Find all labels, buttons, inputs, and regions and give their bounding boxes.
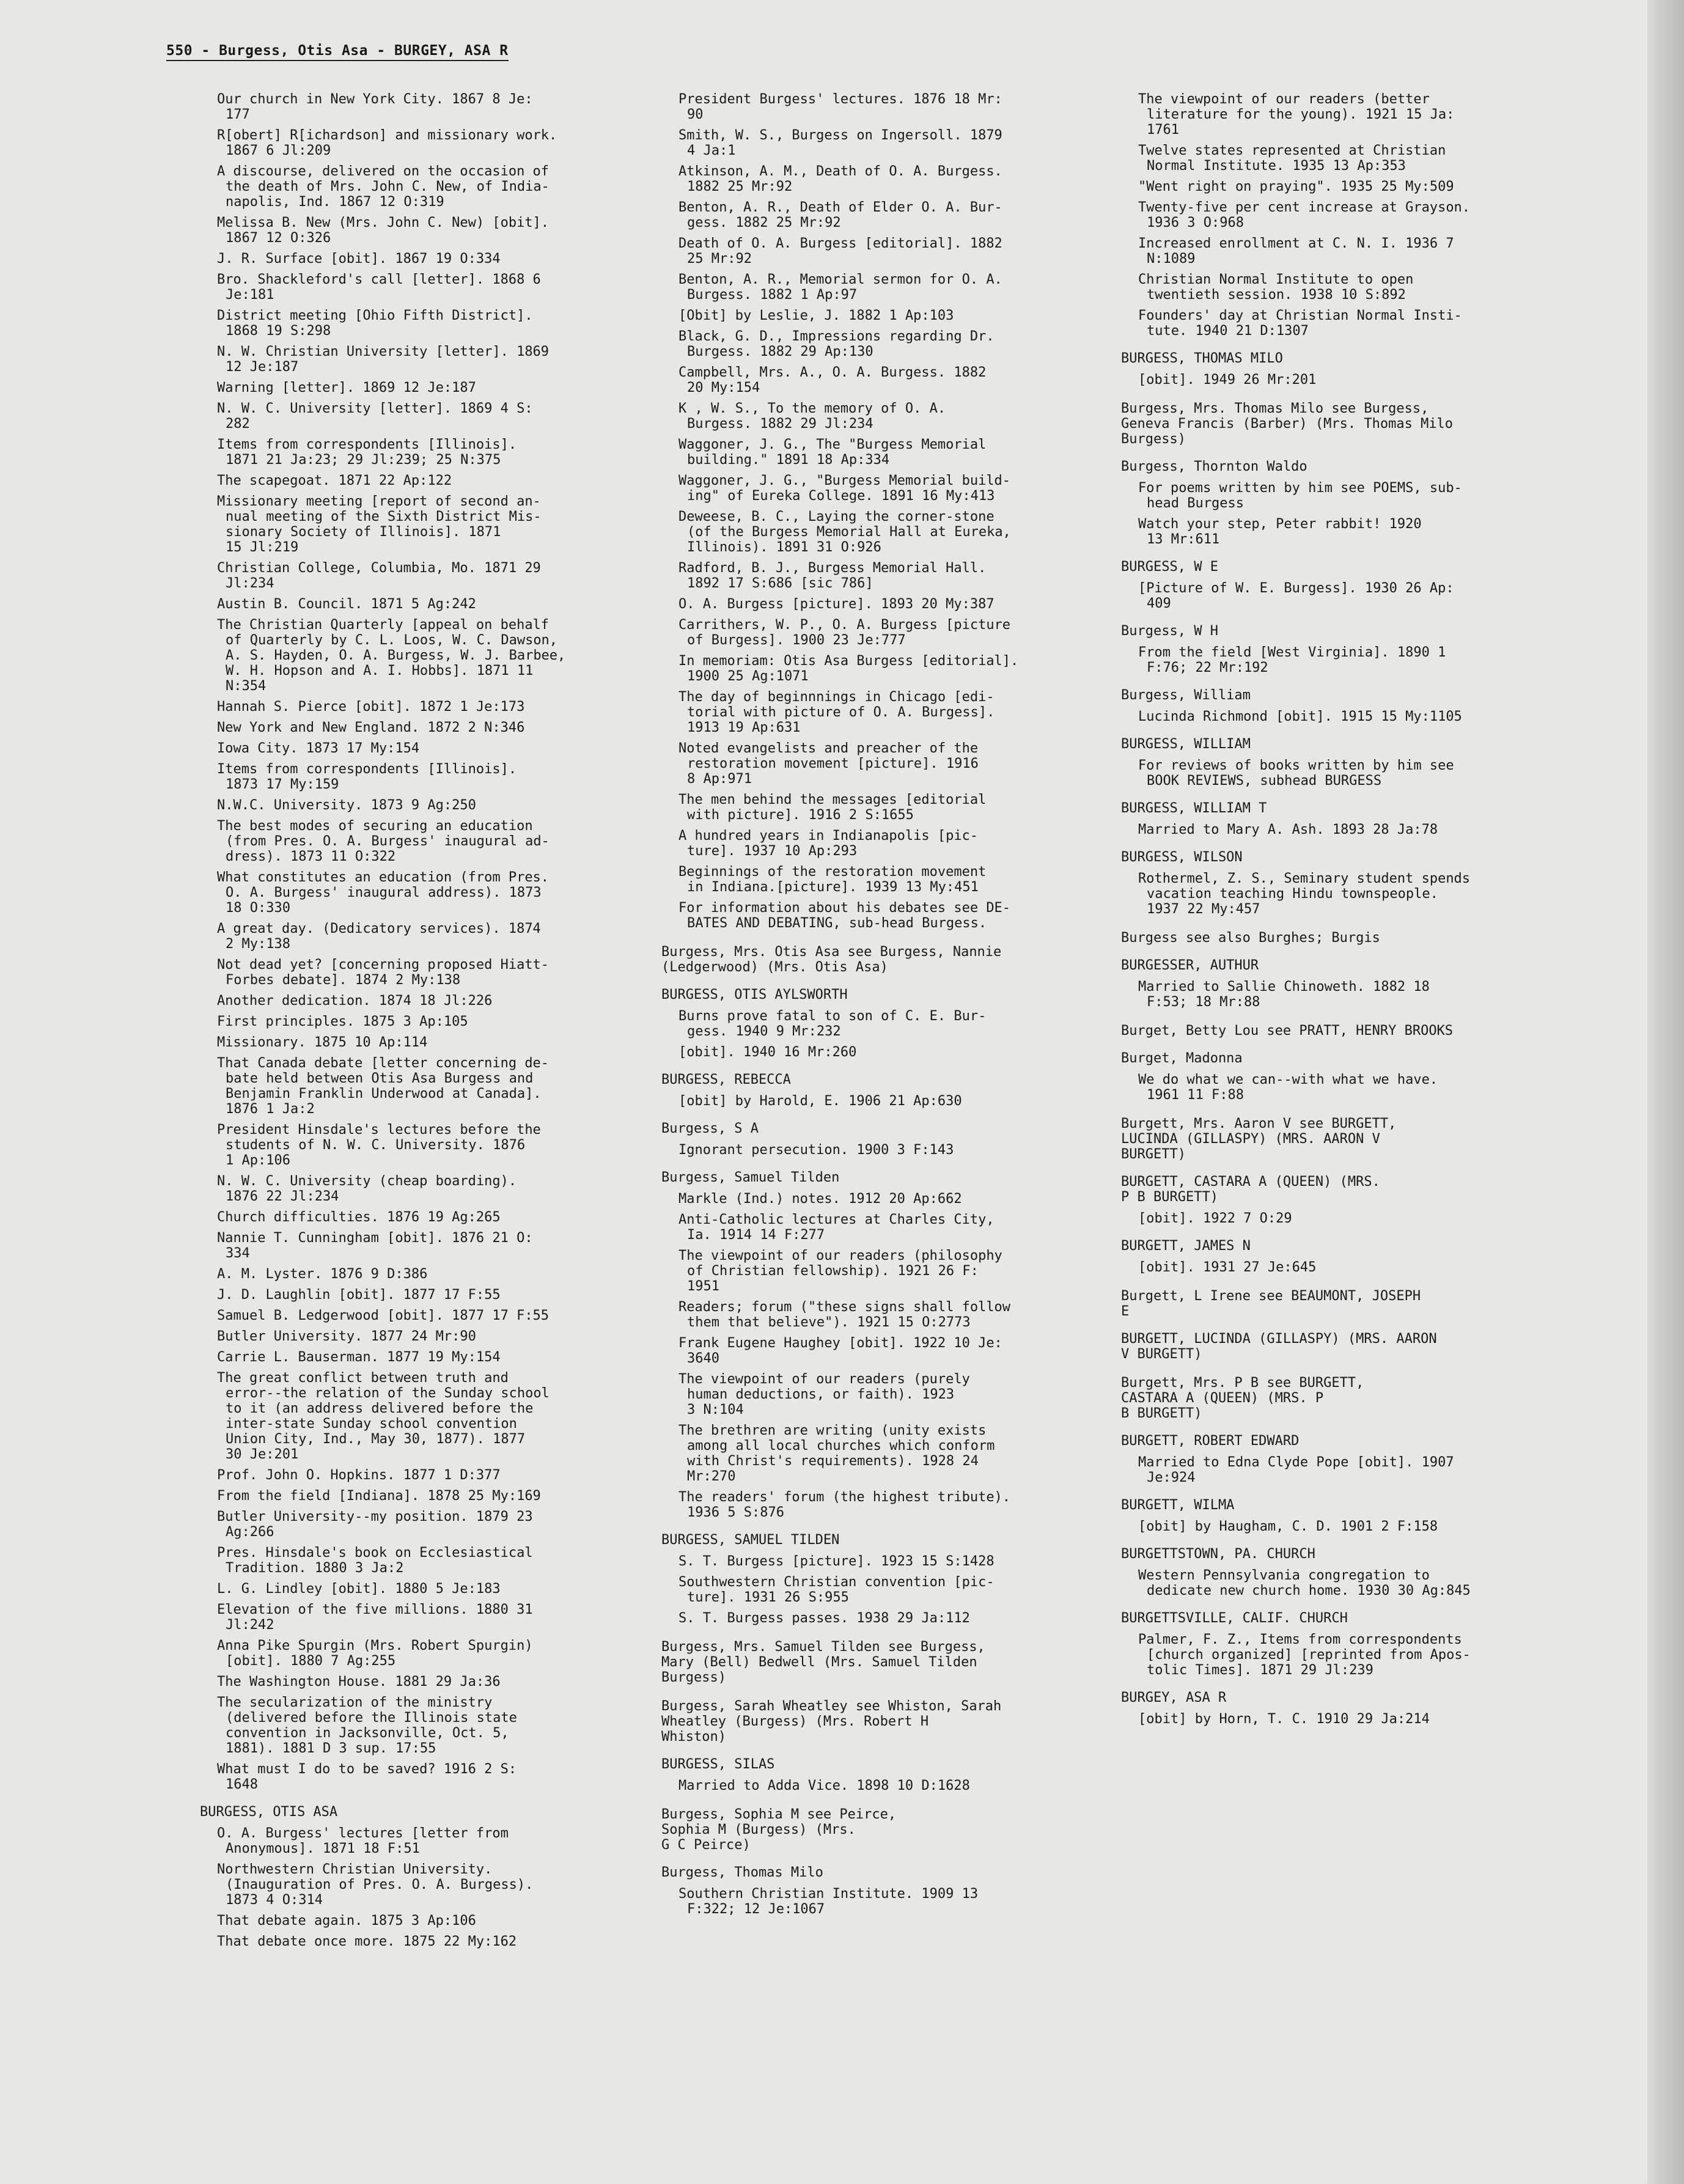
index-heading: Burgess, S A — [661, 1121, 759, 1136]
index-entry: N. W. C. University (cheap boarding). 1876 22 Jl:234 — [217, 1174, 517, 1204]
index-entry: Anti-Catholic lectures at Charles City, Ia. 1914 14 F:277 — [678, 1212, 995, 1243]
index-entry: Married to Adda Vice. 1898 10 D:1628 — [678, 1778, 970, 1793]
index-entry: O. A. Burgess' lectures [letter from Anonymous]. 1871 18 F:51 — [217, 1826, 509, 1856]
cross-reference: Burgess, Mrs. Otis Asa see Burgess, Nannie (Ledgerwood) (Mrs. Otis Asa) — [661, 944, 1002, 975]
index-heading: BURGESS, WILLIAM T — [1121, 801, 1267, 816]
column-3 — [1121, 92, 1578, 1732]
index-heading: BURGESS, THOMAS MILO — [1121, 351, 1283, 366]
index-heading: Burgess, William — [1121, 688, 1251, 703]
cross-reference: Burgett, L Irene see BEAUMONT, JOSEPH E — [1121, 1289, 1421, 1319]
index-entry: Readers; forum ("these signs shall follow them that believe"). 1921 15 O:2773 — [678, 1300, 1011, 1330]
index-entry: New York and New England. 1872 2 N:346 — [217, 720, 525, 735]
index-entry: The secularization of the ministry (delivered before the Illinois state convention in Jacksonville, Oct. 5, 1881). 1881 D 3 sup. 17:55 — [217, 1695, 517, 1756]
index-entry: [obit]. 1922 7 O:29 — [1138, 1211, 1292, 1226]
index-entry: Twenty-five per cent increase at Grayson. 1936 3 O:968 — [1138, 200, 1471, 230]
index-heading: BURGESSER, AUTHUR — [1121, 958, 1259, 973]
index-heading: BURGESS, WILLIAM — [1121, 737, 1251, 752]
index-entry: Waggoner, J. G., The "Burgess Memorial building." 1891 18 Ap:334 — [678, 437, 987, 468]
index-entry: Twelve states represented at Christian Normal Institute. 1935 13 Ap:353 — [1138, 143, 1446, 174]
index-entry: The best modes of securing an education (from Pres. O. A. Burgess' inaugural ad- dress). 1873 11 O:322 — [217, 818, 550, 864]
cross-reference: Burgett, Mrs. Aaron V see BURGETT, LUCINDA (GILLASPY) (MRS. AARON V BURGETT) — [1121, 1116, 1397, 1162]
index-entry: Campbell, Mrs. A., O. A. Burgess. 1882 20 My:154 — [678, 365, 987, 395]
index-entry: "Went right on praying". 1935 25 My:509 — [1138, 179, 1454, 194]
cross-reference: Burget, Betty Lou see PRATT, HENRY BROOKS — [1121, 1023, 1454, 1039]
index-entry: R[obert] R[ichardson] and missionary work. 1867 6 Jl:209 — [217, 128, 557, 158]
index-entry: [obit] by Horn, T. C. 1910 29 Ja:214 — [1138, 1712, 1430, 1727]
index-entry: Items from correspondents [Illinois]. 1873 17 My:159 — [217, 762, 517, 792]
index-entry: Carrithers, W. P., O. A. Burgess [picture of Burgess]. 1900 23 Je:777 — [678, 617, 1011, 648]
index-entry: For reviews of books written by him see BOOK REVIEWS, subhead BURGESS — [1138, 758, 1454, 789]
index-entry: Not dead yet? [concerning proposed Hiatt- Forbes debate]. 1874 2 My:138 — [217, 957, 550, 988]
index-entry: Melissa B. New (Mrs. John C. New) [obit]. 1867 12 O:326 — [217, 215, 550, 246]
index-entry: The men behind the messages [editorial with picture]. 1916 2 S:1655 — [678, 792, 987, 823]
index-entry: That debate again. 1875 3 Ap:106 — [217, 1913, 476, 1928]
index-entry: A. M. Lyster. 1876 9 D:386 — [217, 1267, 428, 1282]
index-entry: That debate once more. 1875 22 My:162 — [217, 1934, 517, 1949]
index-entry: Missionary. 1875 10 Ap:114 — [217, 1035, 428, 1050]
index-entry: Anna Pike Spurgin (Mrs. Robert Spurgin) [obit]. 1880 7 Ag:255 — [217, 1638, 533, 1669]
index-entry: Warning [letter]. 1869 12 Je:187 — [217, 380, 476, 395]
index-entry: Western Pennsylvania congregation to dedicate new church home. 1930 30 Ag:845 — [1138, 1568, 1471, 1598]
index-entry: First principles. 1875 3 Ap:105 — [217, 1014, 468, 1029]
index-entry: Black, G. D., Impressions regarding Dr. Burgess. 1882 29 Ap:130 — [678, 329, 995, 359]
cross-reference: Burgess, Sarah Wheatley see Whiston, Sarah Wheatley (Burgess) (Mrs. Robert H Whiston) — [661, 1699, 1002, 1745]
index-entry: Our church in New York City. 1867 8 Je: 177 — [217, 92, 533, 122]
index-heading: BURGETT, WILMA — [1121, 1498, 1235, 1513]
index-heading: Burget, Madonna — [1121, 1051, 1243, 1066]
index-heading: BURGETT, JAMES N — [1121, 1238, 1251, 1254]
index-entry: Markle (Ind.) notes. 1912 20 Ap:662 — [678, 1191, 962, 1207]
index-entry: The viewpoint of our readers (purely human deductions, or faith). 1923 3 N:104 — [678, 1372, 970, 1417]
index-entry: Another dedication. 1874 18 Jl:226 — [217, 993, 493, 1009]
cross-reference: Burgess, Sophia M see Peirce, Sophia M (Burgess) (Mrs. G C Peirce) — [661, 1807, 897, 1853]
index-entry: [obit] by Haugham, C. D. 1901 2 F:158 — [1138, 1519, 1438, 1534]
index-heading: BURGEY, ASA R — [1121, 1690, 1227, 1705]
index-entry: From the field [West Virginia]. 1890 1 F:76; 22 Mr:192 — [1138, 645, 1446, 675]
index-entry: Missionary meeting [report of second an- nual meeting of the Sixth District Mis- sionary Society of Illinois]. 1871 15 Jl:219 — [217, 494, 542, 555]
index-heading: BURGESS, W E — [1121, 559, 1218, 575]
index-entry: The brethren are writing (unity exists among all local churches which conform with Christ's requirements). 1928 24 Mr:270 — [678, 1423, 995, 1484]
index-entry: Christian College, Columbia, Mo. 1871 29 Jl:234 — [217, 561, 541, 591]
index-entry: [Obit] by Leslie, J. 1882 1 Ap:103 — [678, 308, 954, 323]
index-entry: In memoriam: Otis Asa Burgess [editorial]. 1900 25 Ag:1071 — [678, 653, 1019, 684]
index-heading: BURGETTSVILLE, CALIF. CHURCH — [1121, 1611, 1348, 1626]
index-entry: Christian Normal Institute to open twentieth session. 1938 10 S:892 — [1138, 272, 1414, 303]
column-1 — [200, 92, 645, 1955]
index-entry: The day of beginnnings in Chicago [edi- torial with picture of O. A. Burgess]. 1913 19 Ap:631 — [678, 689, 995, 735]
index-entry: A hundred years in Indianapolis [pic- ture]. 1937 10 Ap:293 — [678, 828, 979, 859]
cross-reference: Burgess, Mrs. Samuel Tilden see Burgess, Mary (Bell) Bedwell (Mrs. Samuel Tilden Burgess) — [661, 1639, 985, 1685]
index-entry: N. W. C. University [letter]. 1869 4 S: 282 — [217, 401, 533, 432]
index-entry: President Hinsdale's lectures before the students of N. W. C. University. 1876 1 Ap:106 — [217, 1122, 541, 1168]
index-entry: Married to Sallie Chinoweth. 1882 18 F:53; 18 Mr:88 — [1138, 979, 1430, 1010]
index-entry: From the field [Indiana]. 1878 25 My:169 — [217, 1488, 541, 1504]
index-entry: Ignorant persecution. 1900 3 F:143 — [678, 1142, 954, 1158]
index-entry: S. T. Burgess passes. 1938 29 Ja:112 — [678, 1611, 970, 1626]
index-heading: BURGESS, REBECCA — [661, 1072, 791, 1087]
index-entry: N.W.C. University. 1873 9 Ag:250 — [217, 798, 476, 813]
index-heading: BURGETTSTOWN, PA. CHURCH — [1121, 1546, 1315, 1562]
index-entry: Deweese, B. C., Laying the corner-stone (of the Burgess Memorial Hall at Eureka, Illinois). 1891 31 O:926 — [678, 509, 1011, 555]
cross-reference: Burgett, Mrs. P B see BURGETT, CASTARA A (QUEEN) (MRS. P B BURGETT) — [1121, 1375, 1364, 1421]
index-entry: A discourse, delivered on the occasion of the death of Mrs. John C. New, of India- napolis, Ind. 1867 12 O:319 — [217, 164, 550, 210]
index-entry: The viewpoint of our readers (better literature for the young). 1921 15 Ja: 1761 — [1138, 92, 1455, 138]
index-entry: Elevation of the five millions. 1880 31 Jl:242 — [217, 1602, 533, 1633]
page-edge-shadow — [1647, 0, 1684, 2184]
index-heading: BURGETT, CASTARA A (QUEEN) (MRS. P B BURGETT) — [1121, 1174, 1380, 1205]
index-entry: Atkinson, A. M., Death of O. A. Burgess. 1882 25 Mr:92 — [678, 164, 1002, 194]
index-heading: BURGETT, ROBERT EDWARD — [1121, 1433, 1300, 1449]
index-entry: Items from correspondents [Illinois]. 1871 21 Ja:23; 29 Jl:239; 25 N:375 — [217, 437, 517, 468]
index-entry: We do what we can--with what we have. 1961 11 F:88 — [1138, 1072, 1438, 1103]
index-heading: BURGESS, OTIS ASA — [200, 1804, 338, 1820]
index-entry: Death of O. A. Burgess [editorial]. 1882 25 Mr:92 — [678, 236, 1002, 267]
column-2 — [661, 92, 1100, 1922]
index-entry: Prof. John O. Hopkins. 1877 1 D:377 — [217, 1468, 501, 1483]
index-entry: Watch your step, Peter rabbit! 1920 13 Mr:611 — [1138, 517, 1422, 547]
index-heading: BURGESS, SILAS — [661, 1757, 775, 1772]
index-entry: Founders' day at Christian Normal Insti- tute. 1940 21 D:1307 — [1138, 308, 1462, 339]
index-entry: Austin B. Council. 1871 5 Ag:242 — [217, 597, 476, 612]
index-entry: [obit]. 1931 27 Je:645 — [1138, 1260, 1317, 1275]
index-entry: [obit]. 1940 16 Mr:260 — [678, 1045, 857, 1060]
cross-reference: Burgess, Mrs. Thomas Milo see Burgess, Geneva Francis (Barber) (Mrs. Thomas Milo Burgess) — [1121, 401, 1454, 447]
index-heading: Burgess, Thornton Waldo — [1121, 459, 1307, 474]
index-heading: BURGETT, LUCINDA (GILLASPY) (MRS. AARON V BURGETT) — [1121, 1331, 1437, 1362]
index-entry: A great day. (Dedicatory services). 1874 2 My:138 — [217, 921, 541, 952]
index-entry: Noted evangelists and preacher of the restoration movement [picture]. 1916 8 Ap:971 — [678, 741, 979, 787]
running-head: 550 - Burgess, Otis Asa - BURGEY, ASA R — [166, 43, 509, 61]
index-entry: Southern Christian Institute. 1909 13 F:322; 12 Je:1067 — [678, 1886, 979, 1917]
index-heading: Burgess, Samuel Tilden — [661, 1170, 840, 1185]
index-entry: J. R. Surface [obit]. 1867 19 O:334 — [217, 251, 501, 267]
index-entry: For information about his debates see DE- BATES AND DEBATING, sub-head Burgess. — [678, 900, 1011, 931]
index-entry: J. D. Laughlin [obit]. 1877 17 F:55 — [217, 1287, 501, 1303]
index-heading: BURGESS, OTIS AYLSWORTH — [661, 987, 848, 1002]
index-entry: District meeting [Ohio Fifth District]. 1868 19 S:298 — [217, 308, 533, 339]
index-entry: President Burgess' lectures. 1876 18 Mr: 90 — [678, 92, 1002, 122]
index-entry: What must I do to be saved? 1916 2 S: 1648 — [217, 1762, 517, 1792]
index-entry: Increased enrollment at C. N. I. 1936 7 N:1089 — [1138, 236, 1454, 267]
index-entry: Radford, B. J., Burgess Memorial Hall. 1892 17 S:686 [sic 786] — [678, 561, 987, 591]
cross-reference: Burgess see also Burghes; Burgis — [1121, 930, 1380, 946]
index-entry: Frank Eugene Haughey [obit]. 1922 10 Je: 3640 — [678, 1336, 1002, 1366]
index-entry: Bro. Shackleford's call [letter]. 1868 6 Je:181 — [217, 272, 541, 303]
index-entry: Married to Edna Clyde Pope [obit]. 1907 Je:924 — [1138, 1455, 1454, 1485]
index-entry: Married to Mary A. Ash. 1893 28 Ja:78 — [1138, 822, 1438, 837]
index-entry: Butler University--my position. 1879 23 Ag:266 — [217, 1509, 533, 1540]
index-entry: That Canada debate [letter concerning de- bate held between Otis Asa Burgess and Benjamin Franklin Underwood at Canada]. 1876 1 Ja:2 — [217, 1056, 550, 1117]
index-entry: The viewpoint of our readers (philosophy of Christian fellowship). 1921 26 F: 1951 — [678, 1248, 1002, 1294]
index-heading: BURGESS, SAMUEL TILDEN — [661, 1532, 840, 1548]
index-entry: What constitutes an education (from Pres. O. A. Burgess' inaugural address). 1873 18 O:330 — [217, 870, 550, 916]
index-entry: L. G. Lindley [obit]. 1880 5 Je:183 — [217, 1581, 501, 1597]
index-entry: Samuel B. Ledgerwood [obit]. 1877 17 F:55 — [217, 1308, 550, 1323]
index-entry: The great conflict between truth and error--the relation of the Sunday school to it (an address delivered before the inter-state Sunday school convention Union City, Ind., May 30, 1877). 1877 30 Je:201 — [217, 1370, 550, 1462]
index-entry: Southwestern Christian convention [pic- ture]. 1931 26 S:955 — [678, 1575, 995, 1605]
index-entry: Benton, A. R., Memorial sermon for O. A. Burgess. 1882 1 Ap:97 — [678, 272, 1002, 303]
index-entry: Northwestern Christian University. (Inauguration of Pres. O. A. Burgess). 1873 4 O:314 — [217, 1862, 534, 1908]
index-heading: Burgess, W H — [1121, 623, 1218, 639]
index-entry: N. W. Christian University [letter]. 1869 12 Je:187 — [217, 344, 550, 375]
index-entry: For poems written by him see POEMS, sub- head Burgess — [1138, 480, 1462, 511]
index-entry: [obit] by Harold, E. 1906 21 Ap:630 — [678, 1094, 962, 1109]
index-entry: [obit]. 1949 26 Mr:201 — [1138, 372, 1317, 388]
index-entry: Burns prove fatal to son of C. E. Bur- gess. 1940 9 Mr:232 — [678, 1009, 987, 1039]
index-entry: Smith, W. S., Burgess on Ingersoll. 1879 4 Ja:1 — [678, 128, 1002, 158]
index-entry: Carrie L. Bauserman. 1877 19 My:154 — [217, 1350, 501, 1365]
index-entry: Butler University. 1877 24 Mr:90 — [217, 1329, 476, 1344]
index-entry: Benton, A. R., Death of Elder O. A. Bur- gess. 1882 25 Mr:92 — [678, 200, 1002, 230]
index-heading: Burgess, Thomas Milo — [661, 1865, 823, 1880]
index-entry: Palmer, F. Z., Items from correspondents [church organized] [reprinted from Apos- tolic Times]. 1871 29 Jl:239 — [1138, 1632, 1471, 1678]
index-entry: Hannah S. Pierce [obit]. 1872 1 Je:173 — [217, 699, 525, 715]
index-entry: The readers' forum (the highest tribute). 1936 5 S:876 — [678, 1490, 1011, 1520]
index-entry: S. T. Burgess [picture]. 1923 15 S:1428 — [678, 1554, 995, 1569]
index-entry: The Christian Quarterly [appeal on behalf of Quarterly by C. L. Loos, W. C. Dawson, A. S. Hayden, O. A. Burgess, W. J. Barbee, W. H. Hopson and A. I. Hobbs]. 1871 11 N:354 — [217, 617, 566, 694]
index-entry: Beginnings of the restoration movement in Indiana.[picture]. 1939 13 My:451 — [678, 864, 987, 895]
index-entry: [Picture of W. E. Burgess]. 1930 26 Ap: 409 — [1138, 581, 1454, 611]
index-entry: Pres. Hinsdale's book on Ecclesiastical Tradition. 1880 3 Ja:2 — [217, 1545, 533, 1576]
index-entry: Rothermel, Z. S., Seminary student spends vacation teaching Hindu townspeople. 1937 22 My:457 — [1138, 871, 1471, 917]
index-entry: Waggoner, J. G., "Burgess Memorial build- ing" of Eureka College. 1891 16 My:413 — [678, 473, 1011, 504]
index-entry: Lucinda Richmond [obit]. 1915 15 My:1105 — [1138, 709, 1462, 724]
index-entry: Nannie T. Cunningham [obit]. 1876 21 O: 334 — [217, 1230, 533, 1261]
index-heading: BURGESS, WILSON — [1121, 850, 1243, 865]
index-entry: The scapegoat. 1871 22 Ap:122 — [217, 473, 452, 488]
index-entry: Iowa City. 1873 17 My:154 — [217, 741, 420, 756]
index-entry: O. A. Burgess [picture]. 1893 20 My:387 — [678, 597, 995, 612]
index-entry: K , W. S., To the memory of O. A. Burgess. 1882 29 Jl:234 — [678, 401, 946, 432]
index-entry: The Washington House. 1881 29 Ja:36 — [217, 1674, 501, 1689]
index-entry: Church difficulties. 1876 19 Ag:265 — [217, 1210, 501, 1225]
